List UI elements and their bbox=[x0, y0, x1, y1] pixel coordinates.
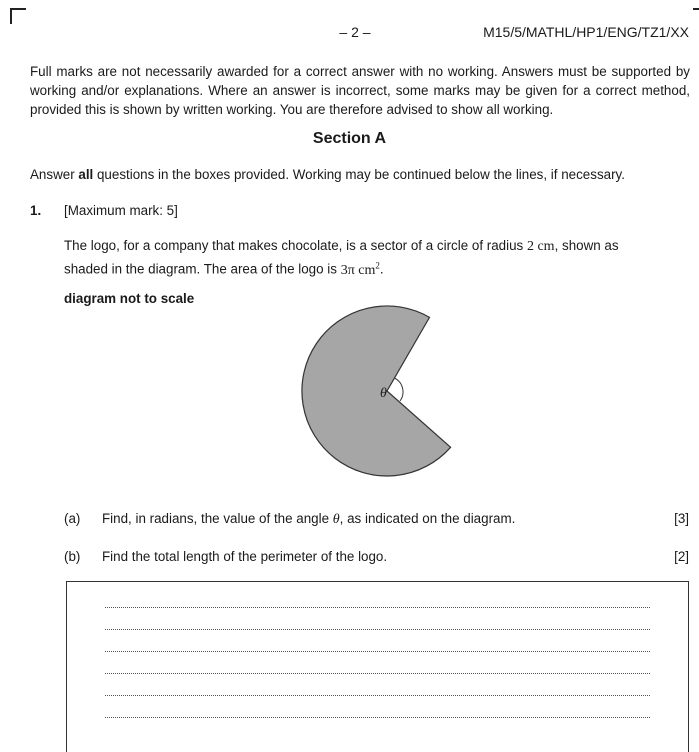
answer-line[interactable] bbox=[105, 695, 650, 696]
answer-box[interactable] bbox=[66, 581, 689, 752]
answer-line[interactable] bbox=[105, 651, 650, 652]
paper-code: M15/5/MATHL/HP1/ENG/TZ1/XX bbox=[483, 24, 689, 40]
page-number: – 2 – bbox=[339, 24, 371, 40]
theta-symbol: θ bbox=[332, 512, 340, 527]
part-b-marks: [2] bbox=[674, 549, 689, 564]
part-b-text: Find the total length of the perimeter of the logo. bbox=[102, 549, 388, 564]
angle-label: θ bbox=[380, 386, 387, 401]
maximum-mark: [Maximum mark: 5] bbox=[64, 203, 178, 218]
question-text-end: . bbox=[379, 261, 384, 277]
part-a-text-after: , as indicated on the diagram. bbox=[339, 511, 516, 526]
part-b-label: (b) bbox=[64, 549, 81, 564]
area-value-base: 3π cm bbox=[340, 262, 376, 278]
section-title: Section A bbox=[312, 130, 387, 147]
area-exponent: 2 bbox=[375, 260, 380, 270]
answer-line[interactable] bbox=[105, 607, 650, 608]
answer-line[interactable] bbox=[105, 673, 650, 674]
part-a-label: (a) bbox=[64, 511, 81, 526]
answer-line[interactable] bbox=[105, 717, 650, 718]
part-a-text-before: Find, in radians, the value of the angle bbox=[102, 511, 333, 526]
part-a-marks: [3] bbox=[674, 511, 689, 526]
part-a-text bbox=[102, 511, 515, 528]
working-instructions: Full marks are not necessarily awarded for a correct answer with no working. Answers must be supported by working and/or explanations. Where an answer is incorrect, some marks may be given for a correct method, provided this is shown by written working. You are therefore advised to show all working. bbox=[30, 64, 690, 117]
answer-instruction-emphasis: all bbox=[78, 167, 94, 182]
diagram-note: diagram not to scale bbox=[64, 291, 195, 306]
answer-instruction-prefix: Answer bbox=[30, 167, 79, 182]
question-text-part2: , shown as shaded in the diagram. The area of the logo is bbox=[64, 238, 619, 277]
angle-arc bbox=[395, 378, 404, 401]
radius-value: 2 cm bbox=[526, 239, 555, 254]
question-text-part1: The logo, for a company that makes chocolate, is a sector of a circle of radius bbox=[64, 238, 527, 253]
logo-sector bbox=[302, 306, 451, 476]
answer-line[interactable] bbox=[105, 629, 650, 630]
question-number: 1. bbox=[30, 203, 42, 218]
answer-instruction-suffix: questions in the boxes provided. Working may be continued below the lines, if necessary. bbox=[93, 167, 625, 182]
